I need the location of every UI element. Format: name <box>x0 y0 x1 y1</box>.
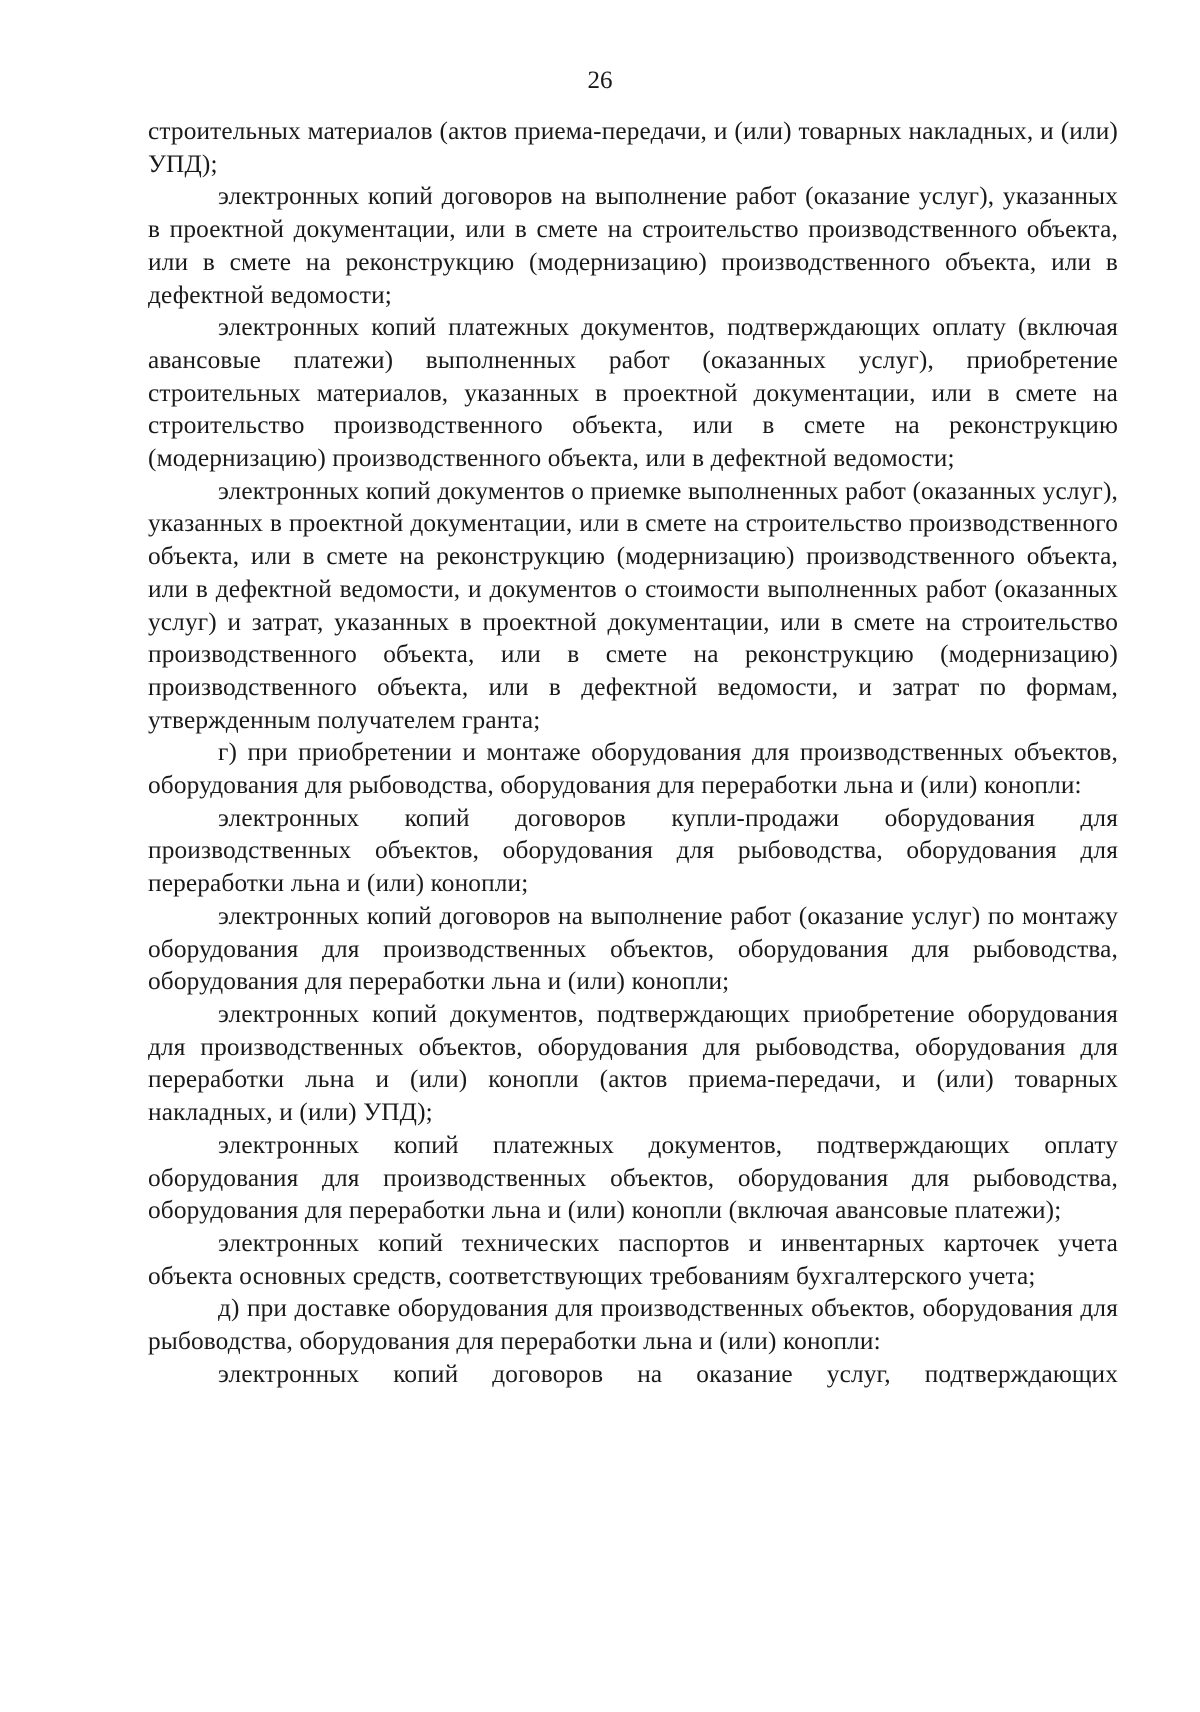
paragraph-subsection-d: д) при доставке оборудования для производственных объектов, оборудования для рыбоводства, оборудования для переработки льна и (или) конопли: <box>148 1294 1118 1356</box>
paragraph-continued: электронных копий договоров на оказание услуг, подтверждающих <box>218 1359 1118 1388</box>
page-number: 26 <box>587 67 613 94</box>
document-body <box>148 115 1118 1390</box>
paragraph: электронных копий договоров на выполнение работ (оказание услуг), указанных в проектной документации, или в смете на строительство производственного объекта, или в смете на реконструкцию (модернизацию) производственного объекта, или в дефектной ведомости; <box>148 182 1118 309</box>
paragraph: электронных копий платежных документов, подтверждающих оплату (включая авансовые платежи) выполненных работ (оказанных услуг), приобретение строительных материалов, указанных в проектной документации, или в смете на строительство производственного объекта, или в смете на реконструкцию (модернизацию) производственного объекта, или в дефектной ведомости; <box>148 313 1118 473</box>
paragraph: электронных копий документов о приемке выполненных работ (оказанных услуг), указанных в проектной документации, или в смете на строительство производственного объекта, или в смете на реконструкцию (модернизацию) производственного объекта, или в дефектной ведомости, и документов о стоимости выполненных работ (оказанных услуг) и затрат, указанных в проектной документации, или в смете на строительство производственного объекта, или в смете на реконструкцию (модернизацию) производственного объекта, или в дефектной ведомости, и затрат по формам, утвержденным получателем гранта; <box>148 476 1118 734</box>
paragraph-subsection-g: г) при приобретении и монтаже оборудования для производственных объектов, оборудования для рыбоводства, оборудования для переработки льна и (или) конопли: <box>148 738 1118 800</box>
paragraph: электронных копий договоров купли-продажи оборудования для производственных объектов, оборудования для рыбоводства, оборудования для переработки льна и (или) конопли; <box>148 803 1118 898</box>
paragraph: электронных копий документов, подтверждающих приобретение оборудования для производственных объектов, оборудования для рыбоводства, оборудования для переработки льна и (или) конопли (актов приема-передачи, и (или) товарных накладных, и (или) УПД); <box>148 999 1118 1127</box>
paragraph: электронных копий платежных документов, подтверждающих оплату оборудования для производственных объектов, оборудования для рыбоводства, оборудования для переработки льна и (или) конопли (включая авансовые платежи); <box>148 1130 1118 1225</box>
paragraph: строительных материалов (актов приема-передачи, и (или) товарных накладных, и (или) УПД); <box>148 117 1118 178</box>
paragraph: электронных копий технических паспортов и инвентарных карточек учета объекта основных средств, соответствующих требованиям бухгалтерского учета; <box>148 1228 1118 1290</box>
paragraph: электронных копий договоров на выполнение работ (оказание услуг) по монтажу оборудования для производственных объектов, оборудования для рыбоводства, оборудования для переработки льна и (или) конопли; <box>148 901 1118 996</box>
